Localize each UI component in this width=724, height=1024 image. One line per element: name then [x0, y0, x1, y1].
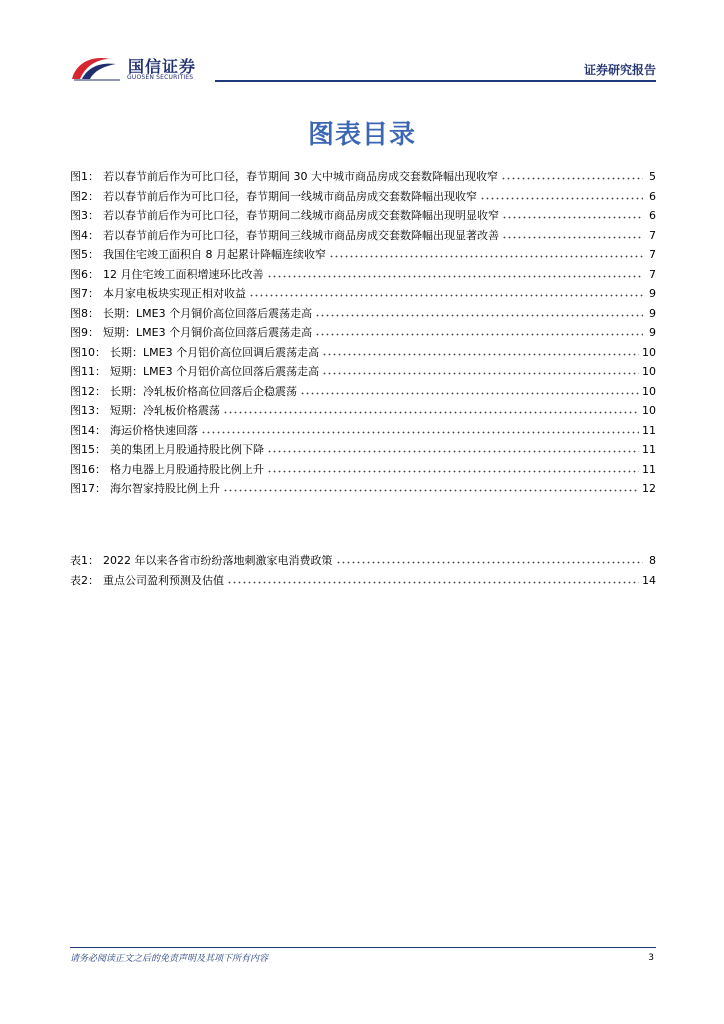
- figure-toc-entry[interactable]: [70, 343, 656, 363]
- guosen-logo-icon: [70, 53, 122, 83]
- figure-toc-entry[interactable]: [70, 245, 656, 265]
- toc-leader-dots: [300, 386, 639, 395]
- toc-leader-dots: [329, 249, 643, 258]
- toc-leader-dots: [502, 210, 643, 219]
- toc-entry-label: 图16：: [70, 462, 106, 476]
- toc-entry-label: 图5：: [70, 248, 99, 261]
- toc-entry-label: 图14：: [70, 423, 106, 437]
- toc-entry-text: 若以春节前后作为可比口径，春节期间二线城市商品房成交套数降幅出现明显收窄: [103, 209, 499, 222]
- toc-entry-page: 12: [642, 482, 656, 495]
- toc-entry-page: 9: [649, 306, 656, 320]
- toc-entry-label: 图12：: [70, 384, 106, 398]
- toc-entry-label: 表1：: [70, 554, 99, 567]
- toc-entry-page: 5: [649, 170, 656, 183]
- toc-entry-page: 11: [642, 423, 656, 437]
- toc-entry-page: 10: [642, 345, 656, 359]
- toc-entry-text: 格力电器上月股通持股比例上升: [110, 462, 264, 476]
- toc-entry-text: 长期：LME3 个月铜价高位回落后震荡走高: [103, 306, 313, 320]
- figure-toc-entry[interactable]: [70, 206, 656, 226]
- toc-entry-page: 14: [642, 573, 656, 587]
- toc-leader-dots: [480, 191, 643, 200]
- page-number: 3: [648, 953, 654, 963]
- toc-entry-label: 图9：: [70, 326, 99, 339]
- toc-entry-text: 海尔智家持股比例上升: [110, 482, 220, 495]
- toc-entry-text: 美的集团上月股通持股比例下降: [110, 443, 264, 456]
- toc-leader-dots: [227, 575, 639, 584]
- toc-entry-page: 9: [649, 326, 656, 339]
- toc-leader-dots: [322, 366, 639, 375]
- toc-entry-page: 8: [649, 554, 656, 567]
- toc-leader-dots: [267, 269, 644, 278]
- toc-entry-page: 7: [649, 267, 656, 281]
- toc-leader-dots: [315, 308, 643, 317]
- toc-entry-page: 9: [649, 287, 656, 300]
- toc-entry-label: 图2：: [70, 189, 99, 203]
- toc-entry-text: 短期：LME3 个月铜价高位回落后震荡走高: [103, 326, 313, 339]
- toc-entry-label: 图8：: [70, 306, 99, 320]
- footer-disclaimer: 请务必阅读正文之后的免责声明及其项下所有内容: [70, 954, 269, 964]
- toc-entry-text: 海运价格快速回落: [110, 423, 198, 437]
- toc-leader-dots: [502, 230, 643, 239]
- toc-entry-page: 10: [642, 404, 656, 417]
- page-header: [70, 50, 656, 86]
- figure-toc-entry[interactable]: [70, 460, 656, 480]
- toc-entry-label: 图11：: [70, 365, 106, 378]
- figure-toc-entry[interactable]: [70, 226, 656, 246]
- toc-leader-dots: [267, 444, 639, 453]
- figure-list: [70, 167, 656, 499]
- toc-entry-page: 10: [642, 384, 656, 398]
- logo-chinese-name: 国信证券: [128, 57, 197, 76]
- figure-toc-entry[interactable]: [70, 187, 656, 207]
- toc-entry-label: 表2：: [70, 573, 99, 587]
- toc-entry-label: 图6：: [70, 267, 99, 281]
- toc-entry-label: 图7：: [70, 287, 99, 300]
- toc-entry-page: 6: [649, 189, 656, 203]
- figure-toc-entry[interactable]: [70, 304, 656, 324]
- toc-leader-dots: [201, 425, 639, 434]
- report-type-label: 证券研究报告: [583, 63, 656, 77]
- toc-entry-page: 10: [642, 365, 656, 378]
- toc-leader-dots: [249, 288, 643, 297]
- page-title: 图表目录: [307, 120, 416, 150]
- toc-entry-text: 重点公司盈利预测及估值: [103, 573, 224, 587]
- toc-entry-text: 2022 年以来各省市纷纷落地刺激家电消费政策: [103, 554, 333, 567]
- toc-entry-label: 图4：: [70, 228, 99, 242]
- toc-entry-label: 图13：: [70, 404, 106, 417]
- toc-leader-dots: [336, 555, 644, 564]
- toc-entry-text: 本月家电板块实现正相对收益: [103, 287, 246, 300]
- toc-entry-page: 11: [642, 462, 656, 476]
- toc-entry-page: 7: [649, 248, 656, 261]
- table-list: [70, 551, 656, 590]
- toc-entry-text: 短期：冷轧板价格震荡: [110, 404, 220, 417]
- table-toc-entry[interactable]: [70, 551, 656, 571]
- figure-toc-entry[interactable]: [70, 284, 656, 304]
- toc-entry-page: 7: [649, 228, 656, 242]
- toc-entry-label: 图17：: [70, 482, 106, 495]
- toc-entry-page: 11: [642, 443, 656, 456]
- figure-toc-entry[interactable]: [70, 265, 656, 285]
- toc-leader-dots: [315, 327, 643, 336]
- toc-entry-page: 6: [649, 209, 656, 222]
- toc-leader-dots: [267, 464, 639, 473]
- figure-toc-entry[interactable]: [70, 479, 656, 499]
- guosen-logo: [70, 52, 230, 84]
- toc-entry-text: 若以春节前后作为可比口径，春节期间三线城市商品房成交套数降幅出现显著改善: [103, 228, 499, 242]
- toc-entry-text: 12 月住宅竣工面积增速环比改善: [103, 267, 264, 281]
- toc-entry-label: 图3：: [70, 209, 99, 222]
- figure-toc-entry[interactable]: [70, 401, 656, 421]
- toc-entry-text: 短期：LME3 个月铝价高位回落后震荡走高: [110, 365, 320, 378]
- figure-toc-entry[interactable]: [70, 362, 656, 382]
- toc-entry-text: 长期：LME3 个月铝价高位回调后震荡走高: [110, 345, 320, 359]
- toc-leader-dots: [223, 483, 639, 492]
- table-toc-entry[interactable]: [70, 571, 656, 591]
- toc-leader-dots: [501, 171, 643, 180]
- toc-leader-dots: [322, 347, 639, 356]
- toc-entry-label: 图15：: [70, 443, 106, 456]
- figure-toc-entry[interactable]: [70, 440, 656, 460]
- toc-entry-label: 图10：: [70, 345, 106, 359]
- toc-entry-text: 我国住宅竣工面积自 8 月起累计降幅连续收窄: [103, 248, 326, 261]
- logo-english-name: GUOSEN SECURITIES: [127, 74, 194, 81]
- figure-toc-entry[interactable]: [70, 323, 656, 343]
- header-divider: [215, 80, 656, 82]
- figure-toc-entry[interactable]: [70, 167, 656, 187]
- figure-toc-entry[interactable]: [70, 421, 656, 441]
- toc-entry-text: 若以春节前后作为可比口径，春节期间 30 大中城市商品房成交套数降幅出现收窄: [103, 170, 498, 183]
- toc-entry-text: 若以春节前后作为可比口径，春节期间一线城市商品房成交套数降幅出现收窄: [103, 189, 477, 203]
- toc-entry-text: 长期：冷轧板价格高位回落后企稳震荡: [110, 384, 297, 398]
- toc-leader-dots: [223, 405, 639, 414]
- toc-entry-label: 图1：: [70, 170, 99, 183]
- footer-divider: [70, 947, 656, 948]
- figure-toc-entry[interactable]: [70, 382, 656, 402]
